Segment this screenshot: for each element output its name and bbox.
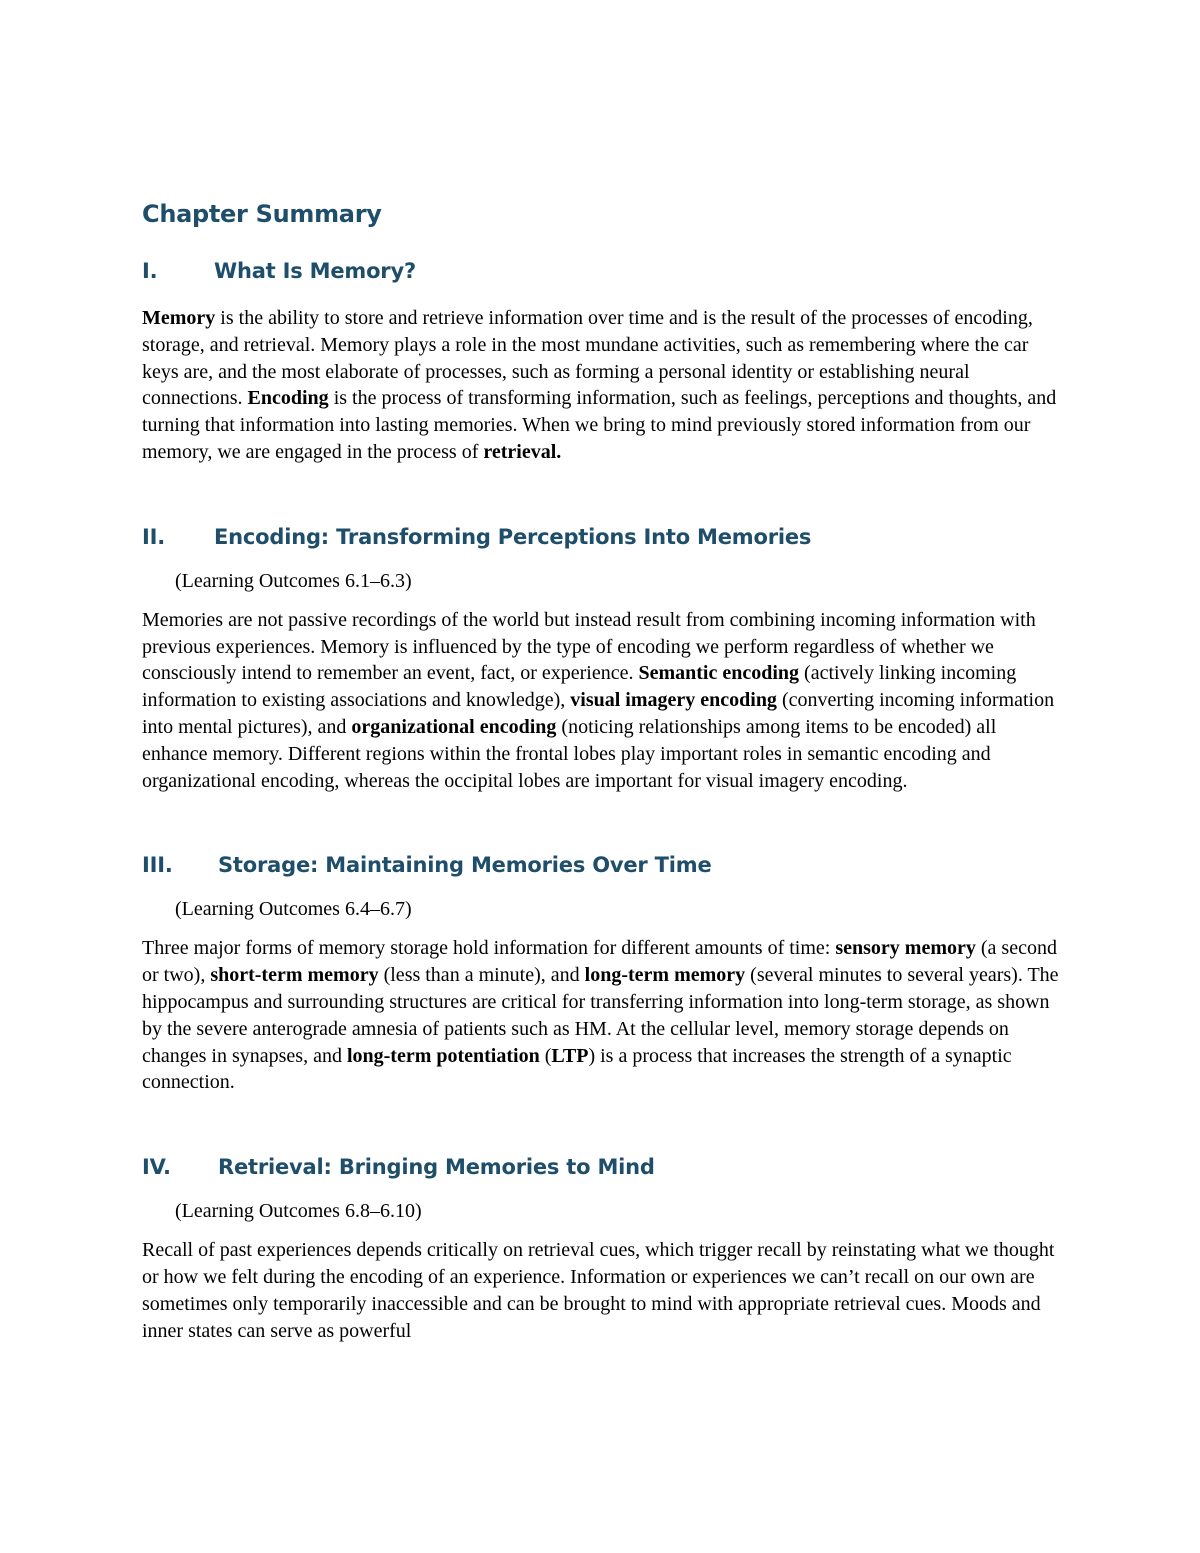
section-numeral: IV.	[142, 1155, 171, 1180]
bold-term: short-term memory	[210, 964, 379, 987]
bold-term: retrieval.	[483, 440, 562, 463]
section-numeral: II.	[142, 524, 166, 549]
text-run: (a second or two),	[142, 937, 1057, 987]
section-4	[142, 1151, 1062, 1344]
section-paragraph	[142, 305, 1062, 466]
learning-outcomes: (Learning Outcomes 6.4–6.7)	[175, 898, 412, 921]
section-1	[142, 255, 1062, 466]
section-heading	[142, 255, 1062, 287]
bold-term: Semantic encoding	[638, 662, 800, 685]
bold-term: sensory memory	[835, 937, 976, 960]
section-2	[142, 521, 1062, 795]
text-run: is the process of transforming information, such as feelings, perceptions and thoughts, and turning that information into lasting memories. When we bring to mind previously stored information from our memory, we are engaged in the process of	[142, 387, 1057, 463]
bold-term: Encoding	[247, 387, 329, 410]
text-run: (	[539, 1044, 552, 1067]
section-heading	[142, 1151, 1062, 1183]
text-run: Memories are not passive recordings of the world but instead result from combining incoming information with previous experiences. Memory is influenced by the type of encoding we perform regardless of whether we consciously intend to remember an event, fact, or experience.	[142, 608, 1036, 685]
text-run: ) is a process that increases the strength of a synaptic connection.	[142, 1044, 1012, 1094]
section-title: What Is Memory?	[214, 259, 416, 283]
text-run: is the ability to store and retrieve information over time and is the result of the processes of encoding, storage, and retrieval. Memory plays a role in the most mundane activities, such as remembering where the car keys are, and the most elaborate of processes, such as forming a personal identity or establishing neural connections.	[142, 307, 1033, 410]
text-run: (several minutes to several years). The hippocampus and surrounding structures are critical for transferring information into long-term storage, as shown by the severe anterograde amnesia of patients such as HM. At the cellular level, memory storage depends on changes in synapses, and	[142, 964, 1059, 1067]
section-title: Retrieval: Bringing Memories to Mind	[218, 1155, 655, 1180]
section-title: Encoding: Transforming Perceptions Into Memories	[214, 524, 812, 549]
text-run: (converting incoming information into mental pictures), and	[142, 689, 1055, 738]
section-numeral: I.	[142, 259, 158, 283]
bold-term: long-term potentiation	[346, 1044, 540, 1067]
text-run: Three major forms of memory storage hold information for different amounts of time:	[142, 937, 836, 960]
bold-term: visual imagery encoding	[570, 689, 777, 712]
text-run: (less than a minute), and	[378, 964, 585, 987]
bold-term: LTP	[551, 1044, 589, 1067]
chapter-title: Chapter Summary	[142, 200, 382, 228]
section-heading	[142, 521, 1062, 553]
section-heading	[142, 849, 1062, 881]
bold-term: organizational encoding	[351, 715, 557, 738]
text-run: (actively linking incoming information to existing associations and knowledge),	[142, 662, 1017, 712]
section-numeral: III.	[142, 853, 173, 878]
section-paragraph	[142, 607, 1062, 795]
section-paragraph	[142, 935, 1062, 1096]
document-page	[142, 196, 1062, 1344]
bold-term: long-term memory	[584, 964, 746, 987]
section-3	[142, 849, 1062, 1096]
text-run: Recall of past experiences depends critically on retrieval cues, which trigger recall by reinstating what we thought or how we felt during the encoding of an experience. Information or experiences we can’t recall on our own are sometimes only temporarily inaccessible and can be brought to mind with appropriate retrieval cues. Moods and inner states can serve as powerful	[142, 1239, 1055, 1342]
section-title: Storage: Maintaining Memories Over Time	[218, 853, 712, 878]
learning-outcomes: (Learning Outcomes 6.1–6.3)	[175, 569, 412, 592]
section-paragraph	[142, 1237, 1062, 1344]
text-run: (noticing relationships among items to be encoded) all enhance memory. Different regions within the frontal lobes play important roles in semantic encoding and organizational encoding, whereas the occipital lobes are important for visual imagery encoding.	[142, 715, 997, 792]
learning-outcomes: (Learning Outcomes 6.8–6.10)	[175, 1200, 422, 1223]
bold-term: Memory	[142, 307, 216, 329]
